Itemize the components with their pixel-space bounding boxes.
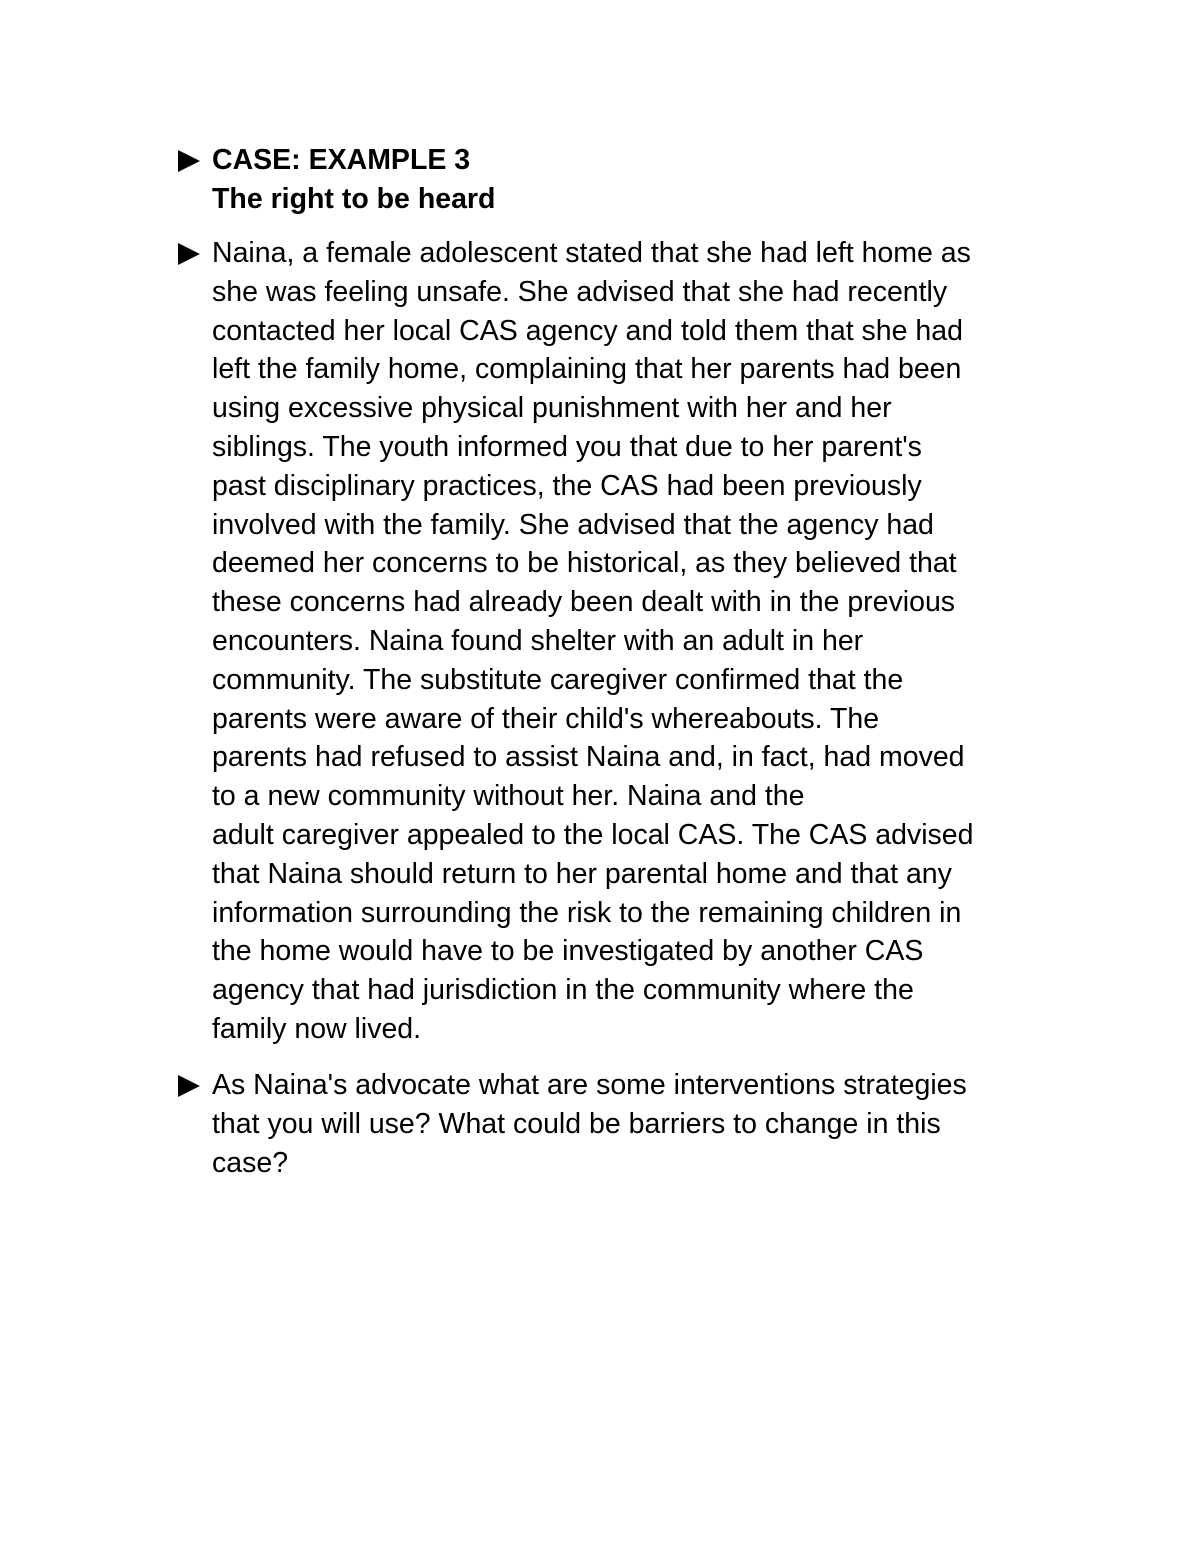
case-heading xyxy=(212,141,1058,219)
text-line: deemed her concerns to be historical, as they believed that xyxy=(212,547,957,580)
text-line: Naina, a female adolescent stated that she had left home as xyxy=(212,237,971,269)
text-line: these concerns had already been dealt with in the previous xyxy=(212,586,956,619)
text-line: agency that had jurisdiction in the community where the xyxy=(212,974,914,1007)
question-line: case? xyxy=(212,1146,289,1179)
text-line: using excessive physical punishment with her and her xyxy=(212,392,892,425)
triangle-right-icon xyxy=(178,150,200,172)
bullet-case-heading xyxy=(178,141,1058,219)
text-line: parents were aware of their child's whereabouts. The xyxy=(212,702,880,735)
text-line: the home would have to be investigated by another CAS xyxy=(212,935,924,968)
bullet-question xyxy=(178,1066,1058,1182)
text-line: that Naina should return to her parental home and that any xyxy=(212,857,952,890)
text-line: family now lived. xyxy=(212,1012,422,1045)
case-title: CASE: EXAMPLE 3 xyxy=(212,144,471,176)
bullet-case-description xyxy=(178,234,1058,1049)
text-line: community. The substitute caregiver confirmed that the xyxy=(212,663,904,696)
case-description xyxy=(212,234,1058,1049)
text-line: past disciplinary practices, the CAS had been previously xyxy=(212,469,922,502)
text-line: she was feeling unsafe. She advised that she had recently xyxy=(212,275,948,308)
text-line: information surrounding the risk to the remaining children in xyxy=(212,896,962,929)
case-subtitle: The right to be heard xyxy=(212,182,496,215)
question-line: As Naina's advocate what are some interventions strategies xyxy=(212,1069,967,1101)
text-line: adult caregiver appealed to the local CAS. The CAS advised xyxy=(212,818,974,851)
text-line: parents had refused to assist Naina and, in fact, had moved xyxy=(212,741,965,774)
text-line: to a new community without her. Naina and the xyxy=(212,780,805,813)
question-line: that you will use? What could be barriers to change in this xyxy=(212,1107,941,1140)
text-line: contacted her local CAS agency and told them that she had xyxy=(212,314,963,347)
text-line: left the family home, complaining that her parents had been xyxy=(212,353,962,386)
triangle-right-icon xyxy=(178,1075,200,1097)
text-line: siblings. The youth informed you that due to her parent's xyxy=(212,430,922,463)
text-line: encounters. Naina found shelter with an adult in her xyxy=(212,624,864,657)
question-text xyxy=(212,1066,1058,1182)
text-line: involved with the family. She advised that the agency had xyxy=(212,508,934,541)
triangle-right-icon xyxy=(178,243,200,265)
